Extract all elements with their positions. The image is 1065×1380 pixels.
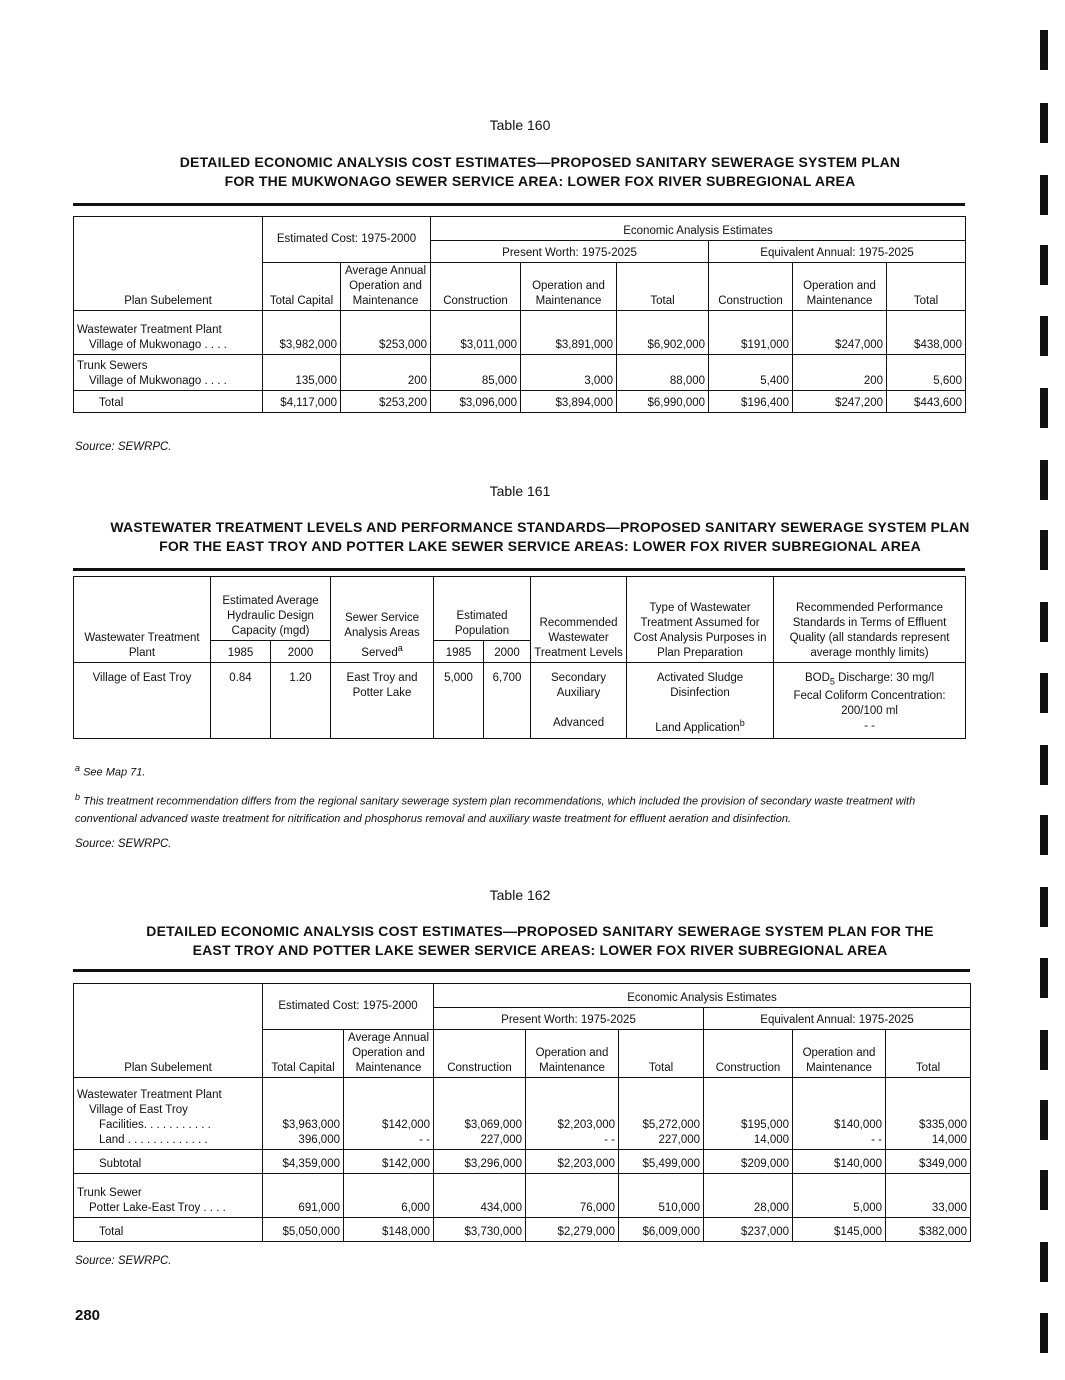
cell: $191,000	[709, 311, 793, 355]
scan-mark	[1040, 103, 1048, 143]
table-row-total	[74, 391, 966, 413]
table-162-title-line2: EAST TROY AND POTTER LAKE SEWER SERVICE AREAS: LOWER FOX RIVER SUBREGIONAL AREA	[192, 942, 888, 958]
header-pw-total: Total	[617, 263, 709, 311]
scan-mark	[1040, 1030, 1048, 1070]
table-row	[74, 1078, 971, 1150]
cell: $6,902,000	[617, 311, 709, 355]
table-162-title-line1: DETAILED ECONOMIC ANALYSIS COST ESTIMATES—PROPOSED SANITARY SEWERAGE SYSTEM PLAN FOR THE	[146, 923, 934, 939]
scan-mark	[1040, 1170, 1048, 1210]
cell: $140,000	[834, 1119, 883, 1131]
row-sublabel: Potter Lake-East Troy . . . .	[89, 1202, 226, 1214]
header-service-areas-text: Sewer Service Analysis Areas Served	[344, 612, 420, 659]
header-population-1985: 1985	[434, 641, 484, 663]
row-sublabel: Village of East Troy	[89, 1104, 188, 1116]
cell: 76,000	[526, 1174, 619, 1218]
footnote-a	[75, 760, 975, 782]
row-label: Wastewater Treatment Plant	[77, 1089, 222, 1101]
footnote-mark-b: b	[739, 718, 745, 728]
cell: 5,400	[709, 355, 793, 391]
cell: $4,359,000	[263, 1150, 344, 1174]
header-capacity-1985: 1985	[211, 641, 271, 663]
cell: $443,600	[887, 391, 966, 413]
header-present-worth: Present Worth: 1975-2025	[434, 1008, 704, 1030]
header-ea-total: Total	[886, 1030, 971, 1078]
table-row	[74, 663, 966, 739]
header-service-areas	[331, 577, 434, 663]
cell: $3,096,000	[431, 391, 521, 413]
row-land-label: Land . . . . . . . . . . . . .	[99, 1134, 208, 1146]
header-economic-analysis: Economic Analysis Estimates	[434, 984, 971, 1008]
row-label: Trunk Sewer	[77, 1187, 142, 1199]
row-facilities-label: Facilities. . . . . . . . . . .	[99, 1119, 211, 1131]
cell-plant: Village of East Troy	[74, 663, 211, 739]
cell: $145,000	[793, 1218, 886, 1242]
cell: $142,000	[382, 1119, 431, 1131]
footnote-mark-a: a	[397, 643, 403, 654]
table-160-title-line2: FOR THE MUKWONAGO SEWER SERVICE AREA: LOWER FOX RIVER SUBREGIONAL AREA	[224, 173, 856, 189]
std-bod-sub: 5	[829, 676, 835, 687]
cell: 14,000	[931, 1134, 968, 1146]
cell: 510,000	[619, 1174, 704, 1218]
cell: $3,891,000	[521, 311, 617, 355]
cell: $3,730,000	[434, 1218, 526, 1242]
cell: $6,990,000	[617, 391, 709, 413]
table-162-caption: Table 162	[489, 887, 551, 903]
header-present-worth: Present Worth: 1975-2025	[431, 241, 709, 263]
cell: 227,000	[658, 1134, 701, 1146]
footnote-a-mark: a	[75, 763, 81, 773]
cell: $3,069,000	[464, 1119, 523, 1131]
cell: 691,000	[263, 1174, 344, 1218]
header-total-capital: Total Capital	[263, 263, 341, 311]
header-ea-construction: Construction	[709, 263, 793, 311]
cell: $247,000	[793, 311, 887, 355]
cell: $2,203,000	[526, 1150, 619, 1174]
header-total-capital: Total Capital	[263, 1030, 344, 1078]
cell: 200	[341, 355, 431, 391]
row-label: Subtotal	[99, 1158, 142, 1170]
table-161-caption: Table 161	[489, 483, 551, 499]
table-160-source: Source: SEWRPC.	[75, 441, 172, 453]
cell: - -	[871, 1134, 883, 1146]
table-161-title-line1: WASTEWATER TREATMENT LEVELS AND PERFORMANCE STANDARDS—PROPOSED SANITARY SEWERAGE SYSTEM PLAN	[110, 519, 970, 535]
cell: $6,009,000	[619, 1218, 704, 1242]
header-avg-annual-om: Average Annual Operation and Maintenance	[344, 1030, 434, 1078]
std-advanced: - -	[864, 720, 875, 733]
cell: 6,000	[344, 1174, 434, 1218]
header-pw-total: Total	[619, 1030, 704, 1078]
header-pw-om: Operation and Maintenance	[526, 1030, 619, 1078]
cell-cap-2000: 1.20	[271, 663, 331, 739]
header-pw-construction: Construction	[431, 263, 521, 311]
scan-mark	[1040, 245, 1048, 285]
scan-mark	[1040, 460, 1048, 500]
header-capacity: Estimated Average Hydraulic Design Capacity (mgd)	[211, 577, 331, 641]
scan-mark	[1040, 388, 1048, 428]
std-fecal: Fecal Coliform Concentration:	[793, 690, 946, 703]
cell: $335,000	[919, 1119, 968, 1131]
scan-mark	[1040, 1242, 1048, 1282]
table-row-subtotal	[74, 1150, 971, 1174]
cell: 200	[793, 355, 887, 391]
cell-standards	[774, 663, 966, 739]
cell: $349,000	[886, 1150, 971, 1174]
cell: 85,000	[431, 355, 521, 391]
table-160	[73, 216, 966, 413]
cell: 88,000	[617, 355, 709, 391]
footnote-a-text: See Map 71.	[83, 766, 146, 779]
cell-areas: East Troy and Potter Lake	[331, 663, 434, 739]
cell: - -	[604, 1134, 616, 1146]
header-equivalent-annual: Equivalent Annual: 1975-2025	[709, 241, 966, 263]
scan-mark	[1040, 1100, 1048, 1140]
cell: 434,000	[434, 1174, 526, 1218]
footnote-b-mark: b	[75, 792, 81, 802]
header-treatment-levels: Recommended Wastewater Treatment Levels	[531, 577, 627, 663]
header-pw-om: Operation and Maintenance	[521, 263, 617, 311]
header-ea-construction: Construction	[704, 1030, 793, 1078]
scan-mark	[1040, 673, 1048, 713]
row-label: Total	[99, 397, 124, 409]
type-disinfection: Disinfection	[670, 687, 730, 699]
header-equivalent-annual: Equivalent Annual: 1975-2025	[704, 1008, 971, 1030]
row-label: Trunk Sewers	[77, 360, 148, 372]
footnote-b	[75, 789, 975, 828]
scan-mark	[1040, 815, 1048, 855]
cell: $3,296,000	[434, 1150, 526, 1174]
scan-mark	[1040, 602, 1048, 642]
cell: $2,279,000	[526, 1218, 619, 1242]
table-161-title-line2: FOR THE EAST TROY AND POTTER LAKE SEWER SERVICE AREAS: LOWER FOX RIVER SUBREGIONAL AREA	[159, 538, 921, 554]
header-economic-analysis: Economic Analysis Estimates	[431, 217, 966, 241]
header-ea-om: Operation and Maintenance	[793, 263, 887, 311]
header-capacity-2000: 2000	[271, 641, 331, 663]
cell: $247,200	[793, 391, 887, 413]
table-row-total	[74, 1218, 971, 1242]
table-row	[74, 311, 966, 355]
cell: 14,000	[753, 1134, 790, 1146]
cell: $3,982,000	[263, 311, 341, 355]
std-bod-rest: Discharge: 30 mg/l	[834, 672, 935, 684]
table-161-top-rule	[73, 568, 965, 571]
std-bod: BOD	[805, 672, 830, 684]
cell: $3,894,000	[521, 391, 617, 413]
scan-mark	[1040, 530, 1048, 570]
header-ea-om: Operation and Maintenance	[793, 1030, 886, 1078]
row-label: Wastewater Treatment Plant	[77, 324, 222, 336]
cell: 5,000	[793, 1174, 886, 1218]
cell: - -	[419, 1134, 431, 1146]
header-avg-annual-om: Average Annual Operation and Maintenance	[341, 263, 431, 311]
cell: $148,000	[344, 1218, 434, 1242]
header-plant: Wastewater Treatment Plant	[74, 577, 211, 663]
std-fecal-value: 200/100 ml	[841, 705, 898, 718]
cell: $382,000	[886, 1218, 971, 1242]
cell: $253,000	[341, 311, 431, 355]
scan-mark	[1040, 316, 1048, 356]
table-row	[74, 1174, 971, 1218]
level-auxiliary: Auxiliary	[556, 687, 601, 699]
cell-types	[627, 663, 774, 739]
table-161-source: Source: SEWRPC.	[75, 838, 172, 850]
table-160-top-rule	[73, 203, 965, 206]
cell: 5,600	[887, 355, 966, 391]
level-advanced: Advanced	[552, 717, 605, 729]
cell: $196,400	[709, 391, 793, 413]
cell: $5,499,000	[619, 1150, 704, 1174]
row-sublabel: Village of Mukwonago . . . .	[89, 375, 227, 387]
table-160-title-line1: DETAILED ECONOMIC ANALYSIS COST ESTIMATES—PROPOSED SANITARY SEWERAGE SYSTEM PLAN	[179, 154, 901, 170]
row-sublabel: Village of Mukwonago . . . .	[89, 339, 227, 351]
page-number: 280	[75, 1307, 101, 1324]
cell: 135,000	[263, 355, 341, 391]
cell: 3,000	[521, 355, 617, 391]
header-pw-construction: Construction	[434, 1030, 526, 1078]
cell: $142,000	[344, 1150, 434, 1174]
cell-pop-2000: 6,700	[484, 663, 531, 739]
cell: $2,203,000	[557, 1119, 616, 1131]
cell: 227,000	[480, 1134, 523, 1146]
header-estimated-cost: Estimated Cost: 1975-2000	[263, 217, 431, 263]
level-secondary: Secondary	[551, 672, 606, 684]
footnote-b-text: This treatment recommendation differs from the regional sanitary sewerage system plan recommendations, which included the provision of secondary waste treatment with conventional advanced waste treatment for nitrification and phosphorus removal and auxiliary waste treatment for effluent aeration and disinfection.	[75, 795, 916, 825]
cell: 28,000	[704, 1174, 793, 1218]
scan-mark	[1040, 1313, 1048, 1353]
cell: $253,200	[341, 391, 431, 413]
cell: 33,000	[886, 1174, 971, 1218]
scan-mark	[1040, 745, 1048, 785]
type-land-application: Land Application	[655, 721, 740, 734]
scan-mark	[1040, 958, 1048, 998]
cell-pop-1985: 5,000	[434, 663, 484, 739]
cell-levels	[531, 663, 627, 739]
cell: $3,011,000	[431, 311, 521, 355]
table-160-caption: Table 160	[489, 117, 551, 133]
header-population-2000: 2000	[484, 641, 531, 663]
table-161	[73, 576, 966, 739]
cell: $237,000	[704, 1218, 793, 1242]
header-performance-standards: Recommended Performance Standards in Terms of Effluent Quality (all standards represent average monthly limits)	[774, 577, 966, 663]
cell: $140,000	[793, 1150, 886, 1174]
type-activated-sludge: Activated Sludge	[656, 672, 744, 684]
header-ea-total: Total	[887, 263, 966, 311]
cell: $438,000	[887, 311, 966, 355]
cell: $4,117,000	[263, 391, 341, 413]
scan-mark	[1040, 175, 1048, 215]
table-162	[73, 983, 971, 1242]
cell-cap-1985: 0.84	[211, 663, 271, 739]
table-row	[74, 355, 966, 391]
cell: $3,963,000	[282, 1119, 340, 1131]
cell: $5,050,000	[263, 1218, 344, 1242]
cell: $5,272,000	[642, 1119, 701, 1131]
cell: 396,000	[298, 1134, 340, 1146]
header-population: Estimated Population	[434, 577, 531, 641]
table-162-source: Source: SEWRPC.	[75, 1255, 172, 1267]
cell: $195,000	[741, 1119, 790, 1131]
scan-mark	[1040, 30, 1048, 70]
header-plan-subelement: Plan Subelement	[74, 217, 263, 311]
scan-mark	[1040, 887, 1048, 927]
cell: $209,000	[704, 1150, 793, 1174]
header-estimated-cost: Estimated Cost: 1975-2000	[263, 984, 434, 1030]
table-162-top-rule	[73, 969, 970, 972]
header-treatment-type: Type of Wastewater Treatment Assumed for Cost Analysis Purposes in Plan Preparation	[627, 577, 774, 663]
header-plan-subelement: Plan Subelement	[74, 984, 263, 1078]
row-label: Total	[99, 1226, 124, 1238]
